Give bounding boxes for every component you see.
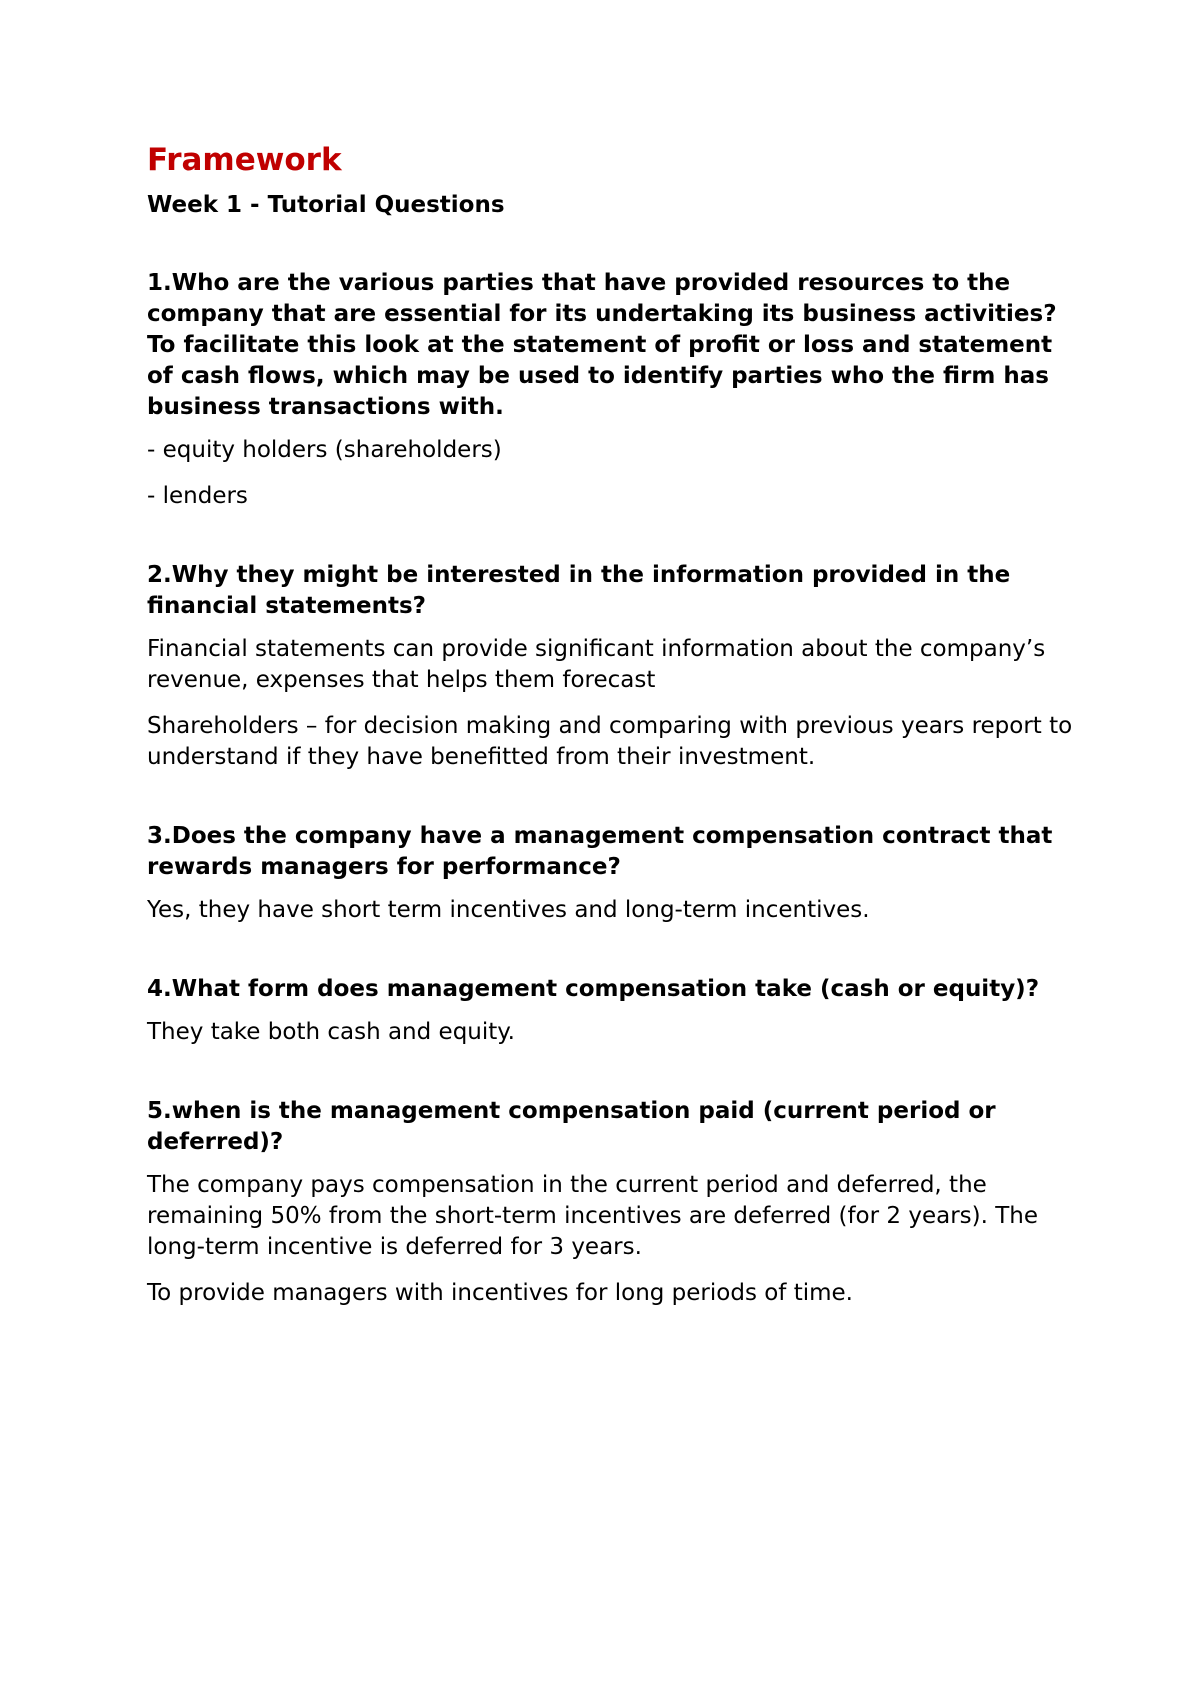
answer-1-1: - equity holders (shareholders)	[147, 437, 502, 463]
answer-2-1: Financial statements can provide significant information about the company’s revenue, expenses that helps them forecast	[147, 636, 1046, 693]
question-section-1	[147, 268, 1077, 512]
question-section-4	[147, 974, 1077, 1048]
answer-4-1: They take both cash and equity.	[147, 1019, 515, 1045]
question-3: 3.Does the company have a management compensation contract that rewards managers for performance?	[147, 823, 1053, 880]
question-4: 4.What form does management compensation take (cash or equity)?	[147, 976, 1040, 1002]
document-subtitle: Week 1 - Tutorial Questions	[147, 192, 505, 218]
question-1: 1.Who are the various parties that have provided resources to the company that are essential for its undertaking its business activities? To facilitate this look at the statement of profit or loss and statement of cash flows, which may be used to identify parties who the firm has business transactions with.	[147, 270, 1057, 420]
question-2: 2.Why they might be interested in the information provided in the financial statements?	[147, 562, 1011, 619]
answer-3-1: Yes, they have short term incentives and long-term incentives.	[147, 897, 870, 923]
question-5: 5.when is the management compensation paid (current period or deferred)?	[147, 1098, 996, 1155]
question-section-3	[147, 821, 1077, 926]
answer-5-1: The company pays compensation in the current period and deferred, the remaining 50% from the short-term incentives are deferred (for 2 years). The long-term incentive is deferred for 3 years.	[147, 1172, 1039, 1260]
answer-5-2: To provide managers with incentives for long periods of time.	[147, 1280, 853, 1306]
document-page	[147, 140, 1077, 1324]
answer-2-2: Shareholders – for decision making and comparing with previous years report to understand if they have benefitted from their investment.	[147, 713, 1073, 770]
question-section-2	[147, 560, 1077, 773]
question-section-5	[147, 1096, 1077, 1309]
document-title: Framework	[147, 142, 342, 178]
answer-1-2: - lenders	[147, 483, 248, 509]
